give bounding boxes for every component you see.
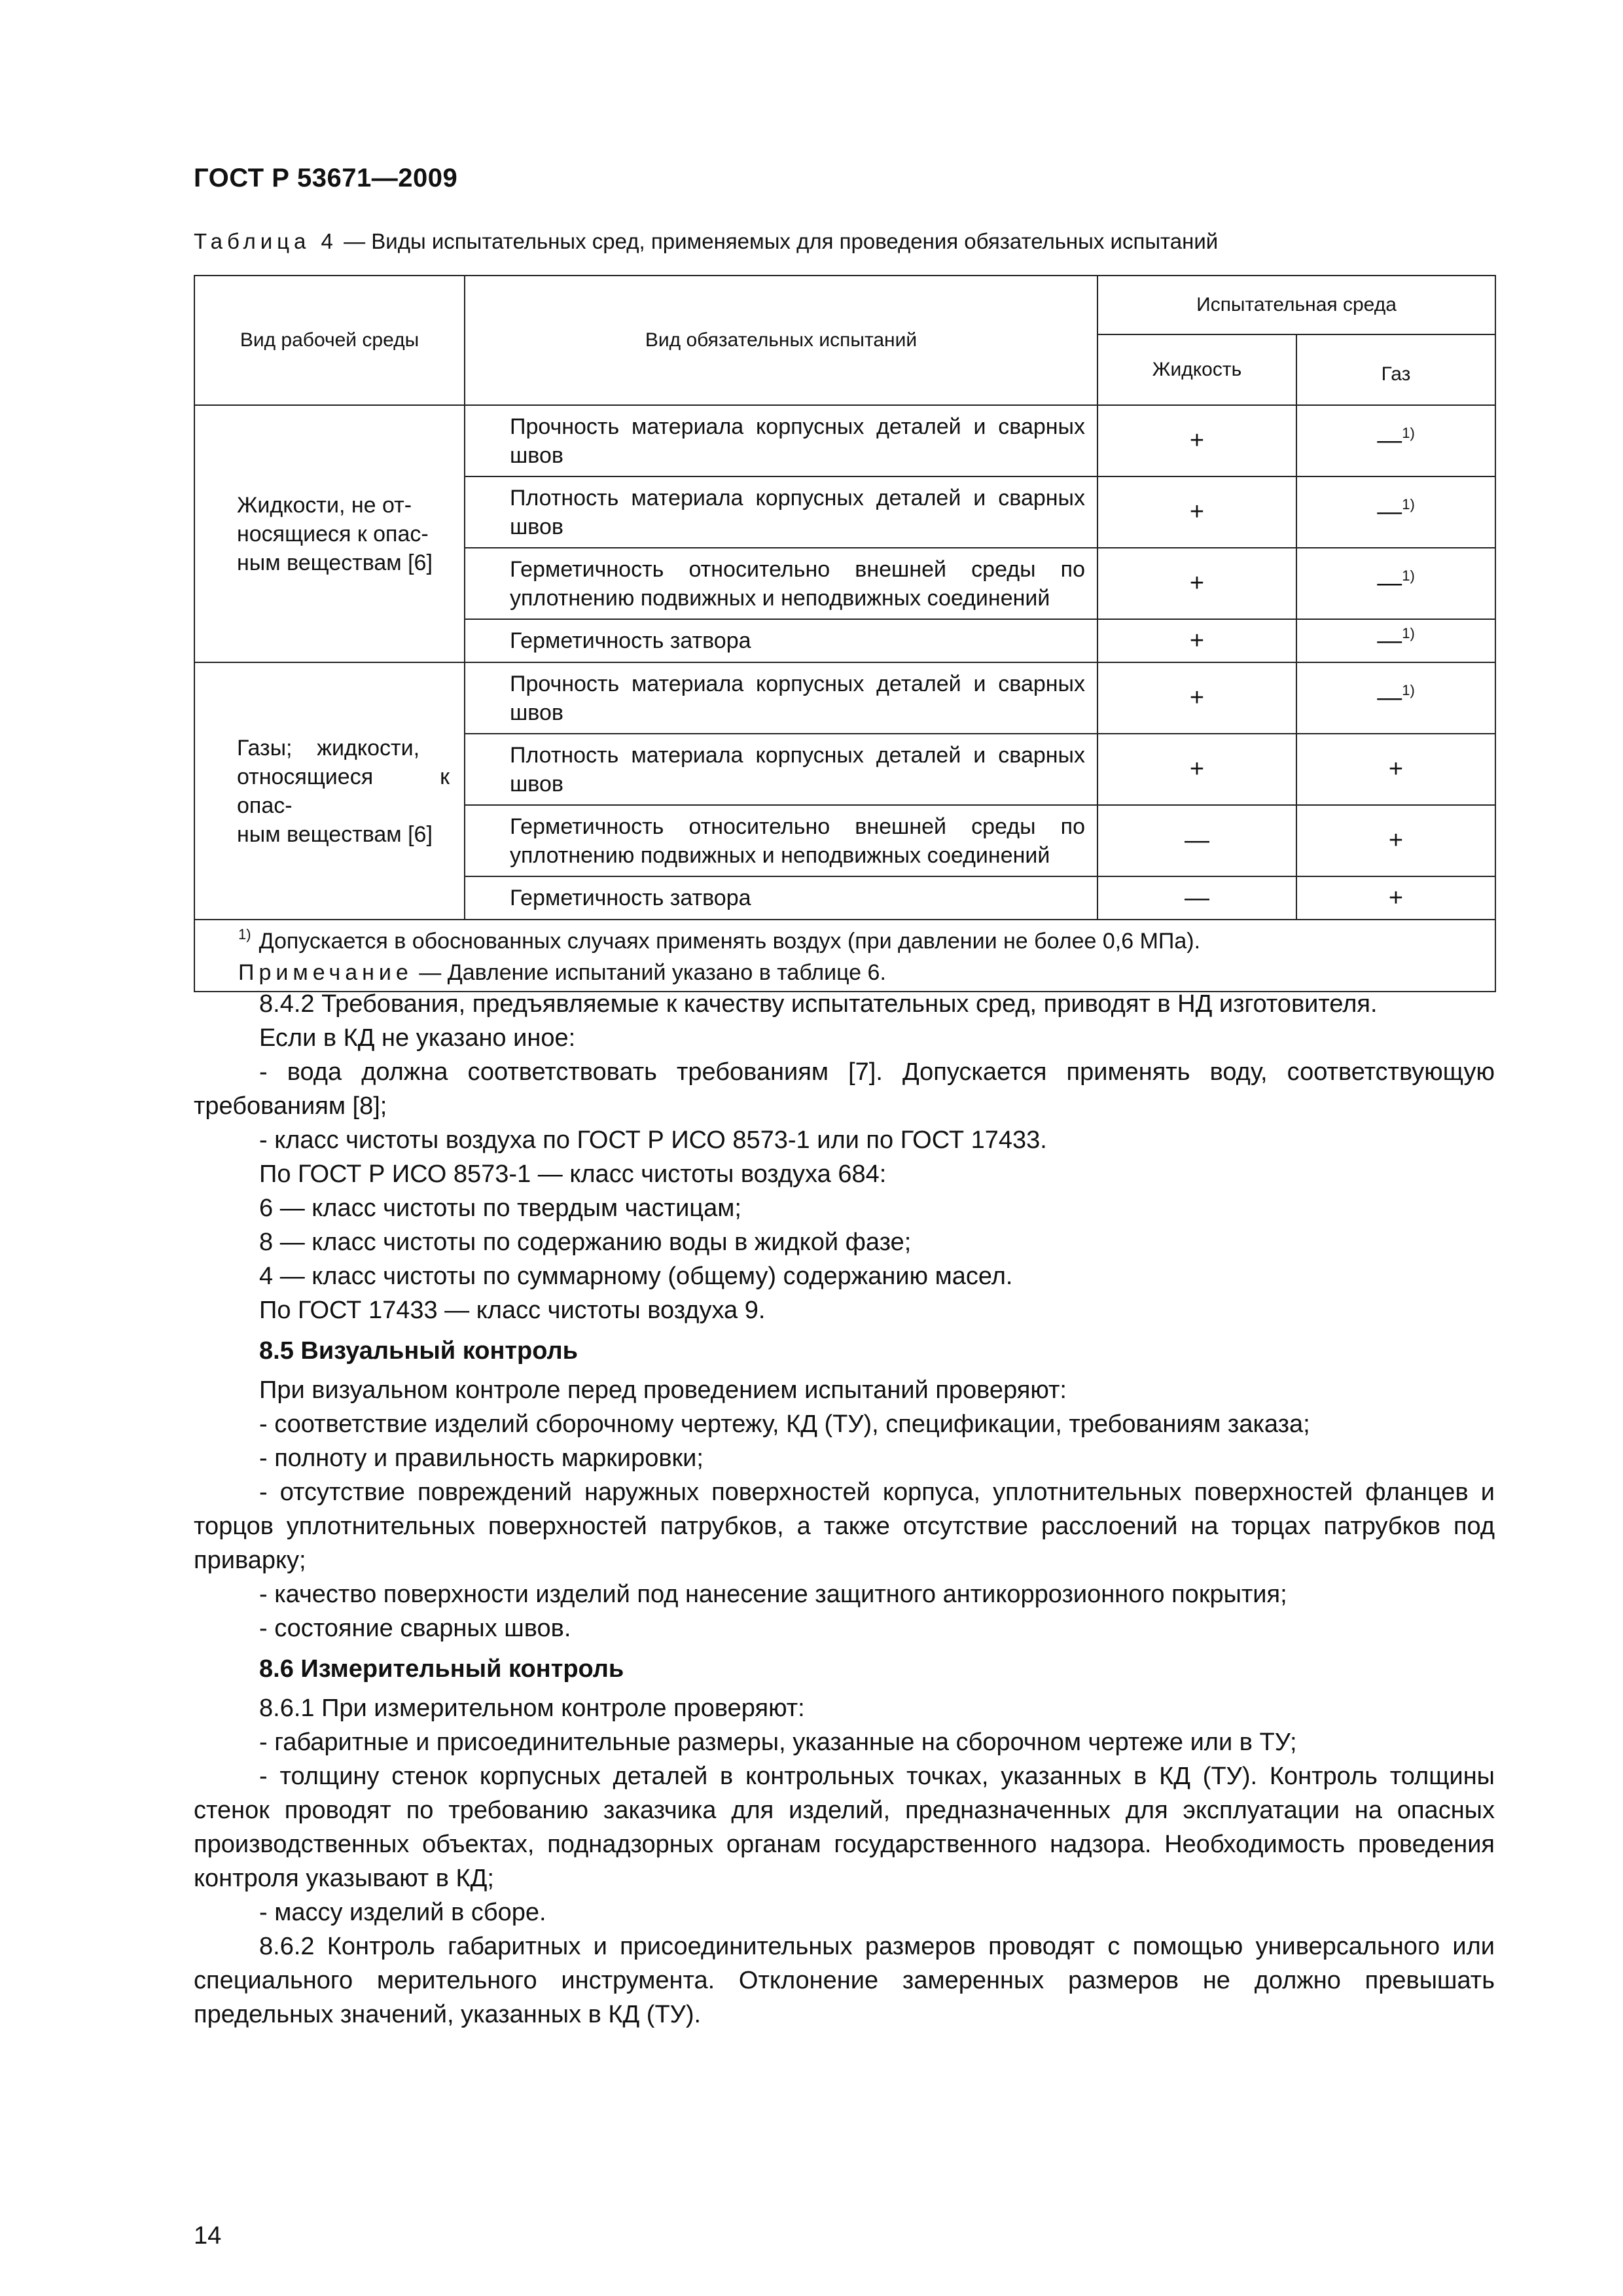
group-cell-liquids — [194, 405, 465, 662]
header-test-type: Вид обязательных испытаний — [465, 276, 1097, 405]
gas-mark-cell — [1296, 619, 1495, 662]
table-caption-label: Таблица 4 — [194, 229, 338, 253]
paragraph: Если в КД не указано иное: — [259, 1024, 576, 1052]
footnote-ref: 1) — [1402, 624, 1415, 641]
group-line: Газы; жидкости, — [237, 735, 420, 761]
footnote-ref: 1) — [1402, 496, 1415, 512]
paragraph: 4 — класс чистоты по суммарному (общему) содержанию масел. — [259, 1263, 1013, 1290]
gas-mark-cell — [1296, 734, 1495, 805]
footnote-line — [238, 927, 1482, 958]
group-line: ным веществам [6] — [237, 821, 433, 847]
gas-mark-cell — [1296, 805, 1495, 876]
footnote-text: Допускается в обоснованных случаях применять воздух (при давлении не более 0,6 МПа). — [259, 929, 1201, 954]
footnote-ref: 1) — [1402, 682, 1415, 698]
group-line: относящиеся к опас- — [237, 764, 450, 818]
test-name: Плотность материала корпусных деталей и сварных швов — [465, 734, 1097, 805]
gas-mark: — — [1377, 569, 1402, 597]
test-name: Герметичность относительно внешней среды по уплотнению подвижных и неподвижных соединений — [465, 805, 1097, 876]
paragraph: По ГОСТ Р ИСО 8573-1 — класс чистоты воздуха 684: — [259, 1160, 887, 1188]
paragraph: По ГОСТ 17433 — класс чистоты воздуха 9. — [259, 1297, 766, 1324]
gas-mark-cell — [1296, 662, 1495, 734]
liquid-mark: + — [1097, 405, 1296, 476]
gas-mark-cell — [1296, 476, 1495, 548]
paragraph: 8 — класс чистоты по содержанию воды в жидкой фазе; — [259, 1229, 912, 1256]
footnote-ref: 1) — [1402, 425, 1415, 441]
group-line: носящиеся к опас- — [237, 521, 429, 547]
list-item: - вода должна соответствовать требованиям [7]. Допускается применять воду, соответствующую требованиям [8]; — [194, 1058, 1495, 1120]
gas-mark: — — [1377, 626, 1402, 655]
paragraph: 8.6.2 Контроль габаритных и присоединительных размеров проводят с помощью универсального или специального мерительного инструмента. Отклонение замеренных размеров не должно превышать предельных значений, указанных в КД (ТУ). — [194, 1933, 1495, 2028]
liquid-mark: + — [1097, 734, 1296, 805]
section-heading-8-5: 8.5 Визуальный контроль — [259, 1337, 578, 1365]
group-line: ным веществам [6] — [237, 550, 433, 575]
test-name: Плотность материала корпусных деталей и сварных швов — [465, 476, 1097, 548]
liquid-mark: — — [1097, 876, 1296, 920]
footnote-marker: 1) — [238, 926, 251, 942]
list-item: - соответствие изделий сборочному чертежу, КД (ТУ), спецификации, требованиям заказа; — [259, 1410, 1310, 1438]
test-name: Герметичность относительно внешней среды по уплотнению подвижных и неподвижных соединений — [465, 548, 1097, 619]
note-label: Примечание — [238, 960, 413, 985]
header-liquid: Жидкость — [1097, 334, 1296, 405]
test-name: Прочность материала корпусных деталей и сварных швов — [465, 405, 1097, 476]
body-text — [194, 987, 1495, 2032]
document-id: ГОСТ Р 53671—2009 — [194, 164, 458, 192]
table-caption-text: — Виды испытательных сред, применяемых для проведения обязательных испытаний — [337, 229, 1219, 253]
list-item: - габаритные и присоединительные размеры, указанные на сборочном чертеже или в ТУ; — [259, 1729, 1297, 1756]
list-item: - состояние сварных швов. — [259, 1615, 571, 1642]
section-heading-8-6: 8.6 Измерительный контроль — [259, 1655, 624, 1683]
list-item: - класс чистоты воздуха по ГОСТ Р ИСО 8573-1 или по ГОСТ 17433. — [259, 1126, 1047, 1154]
note-line — [238, 958, 1482, 987]
footnote-ref: 1) — [1402, 567, 1415, 584]
table-footnote — [194, 920, 1495, 992]
header-gas: Газ — [1296, 334, 1495, 405]
paragraph: 6 — класс чистоты по твердым частицам; — [259, 1194, 741, 1222]
gas-mark: + — [1388, 884, 1404, 912]
group-line: Жидкости, не от- — [237, 492, 412, 518]
liquid-mark: + — [1097, 619, 1296, 662]
gas-mark-cell — [1296, 548, 1495, 619]
liquid-mark: — — [1097, 805, 1296, 876]
table-caption — [194, 229, 1218, 254]
liquid-mark: + — [1097, 476, 1296, 548]
test-name: Герметичность затвора — [465, 876, 1097, 920]
note-text: — Давление испытаний указано в таблице 6. — [412, 960, 886, 985]
test-name: Прочность материала корпусных деталей и сварных швов — [465, 662, 1097, 734]
test-media-table — [194, 275, 1496, 992]
paragraph: 8.6.1 При измерительном контроле проверяют: — [259, 1695, 805, 1722]
test-name: Герметичность затвора — [465, 619, 1097, 662]
gas-mark: + — [1388, 827, 1404, 854]
list-item: - качество поверхности изделий под нанесение защитного антикоррозионного покрытия; — [259, 1581, 1287, 1608]
header-environment: Вид рабочей среды — [194, 276, 465, 405]
header-test-medium: Испытательная среда — [1097, 276, 1495, 334]
liquid-mark: + — [1097, 662, 1296, 734]
list-item: - отсутствие повреждений наружных поверхностей корпуса, уплотнительных поверхностей фланцев и торцов уплотнительных поверхностей патрубков, а также отсутствие расслоений на торцах патрубков под приварку; — [194, 1479, 1495, 1574]
gas-mark: — — [1377, 427, 1402, 454]
list-item: - полноту и правильность маркировки; — [259, 1444, 704, 1472]
gas-mark-cell — [1296, 876, 1495, 920]
table-footnote-row — [194, 920, 1495, 992]
gas-mark: + — [1388, 755, 1404, 783]
gas-mark-cell — [1296, 405, 1495, 476]
liquid-mark: + — [1097, 548, 1296, 619]
group-cell-gases — [194, 662, 465, 920]
gas-mark: — — [1377, 498, 1402, 526]
gas-mark: — — [1377, 684, 1402, 711]
table-row — [194, 405, 1495, 476]
list-item: - толщину стенок корпусных деталей в контрольных точках, указанных в КД (ТУ). Контроль толщины стенок проводят по требованию заказчика для изделий, предназначенных для эксплуатации на опасных производственных объектах, поднадзорных органам государственного надзора. Необходимость проведения контроля указывают в КД; — [194, 1763, 1495, 1892]
table-row — [194, 662, 1495, 734]
page-number: 14 — [194, 2222, 222, 2250]
paragraph: 8.4.2 Требования, предъявляемые к качеству испытательных сред, приводят в НД изготовителя. — [259, 990, 1378, 1018]
paragraph: При визуальном контроле перед проведением испытаний проверяют: — [259, 1376, 1067, 1404]
list-item: - массу изделий в сборе. — [259, 1899, 546, 1926]
